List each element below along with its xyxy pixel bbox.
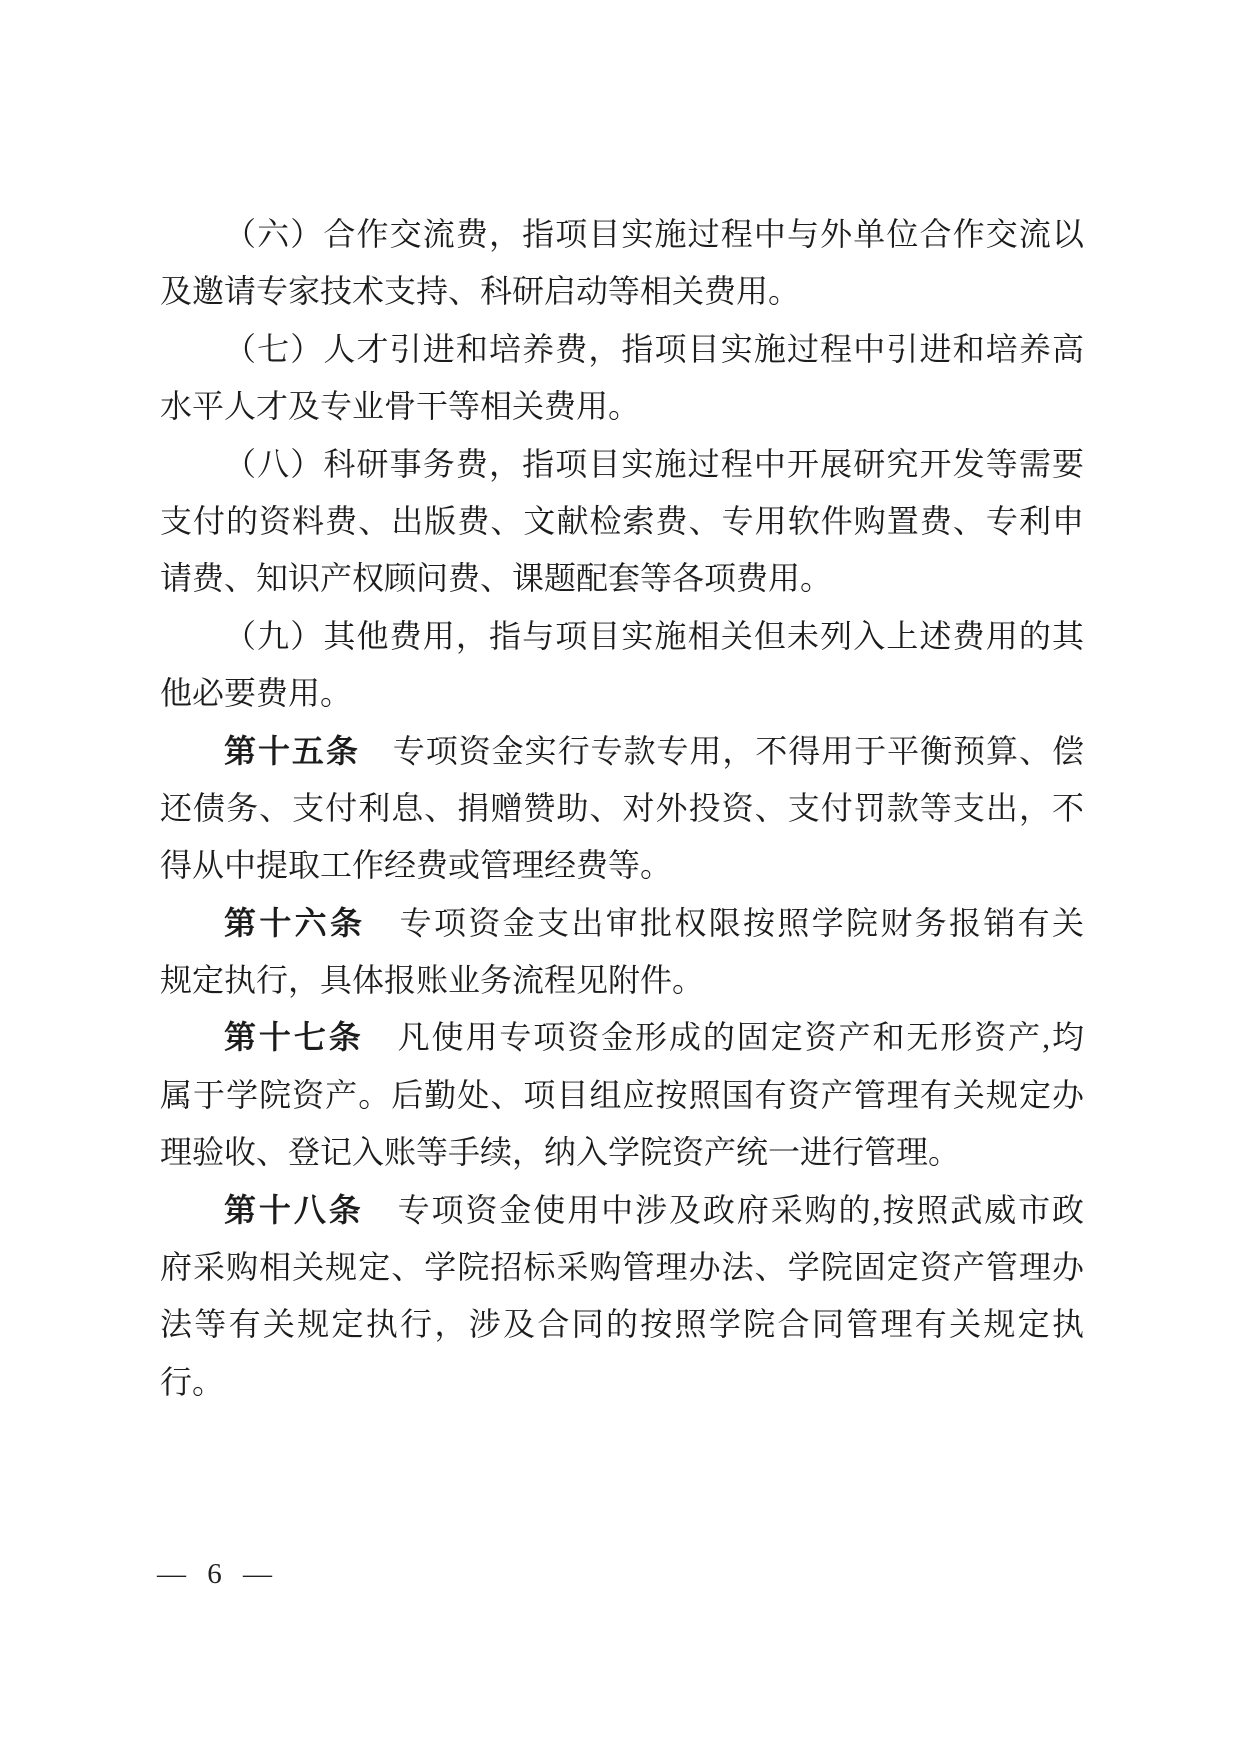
- text-line: 行。: [160, 1363, 225, 1400]
- text-line: 得从中提取工作经费或管理经费等。: [160, 847, 673, 884]
- article-number: 第十八条: [224, 1191, 364, 1228]
- page-number: — 6 —: [157, 1558, 274, 1590]
- document-body: [160, 206, 1084, 1411]
- text-line: （九）其他费用，指与项目实施相关但未列入上述费用的其: [224, 617, 1084, 654]
- text-line: （八）科研事务费，指项目实施过程中开展研究开发等需要: [224, 445, 1084, 482]
- text-line: 水平人才及专业骨干等相关费用。: [160, 388, 641, 425]
- text-line: 第十五条 专项资金实行专款专用，不得用于平衡预算、偿: [224, 732, 1084, 769]
- article-number: 第十五条: [224, 732, 360, 769]
- page-footer: [157, 1556, 274, 1592]
- text-line: 法等有关规定执行，涉及合同的按照学院合同管理有关规定执: [160, 1306, 1084, 1343]
- text-line: 第十七条 凡使用专项资金形成的固定资产和无形资产,均: [224, 1019, 1084, 1056]
- article-number: 第十七条: [224, 1019, 364, 1056]
- text-line: 理验收、登记入账等手续，纳入学院资产统一进行管理。: [160, 1134, 961, 1171]
- text-line: （六）合作交流费，指项目实施过程中与外单位合作交流以: [224, 216, 1084, 252]
- text-line: 属于学院资产。后勤处、项目组应按照国有资产管理有关规定办: [160, 1076, 1084, 1113]
- text-line: 还债务、支付利息、捐赠赞助、对外投资、支付罚款等支出，不: [160, 789, 1084, 826]
- text-line: 请费、知识产权顾问费、课题配套等各项费用。: [160, 560, 833, 597]
- text-line: （七）人才引进和培养费，指项目实施过程中引进和培养高: [224, 330, 1084, 367]
- text-line: 支付的资料费、出版费、文献检索费、专用软件购置费、专利申: [160, 502, 1084, 539]
- article-number: 第十六条: [224, 904, 366, 941]
- text-line: 规定执行，具体报账业务流程见附件。: [160, 962, 705, 999]
- text-line: 第十八条 专项资金使用中涉及政府采购的,按照武威市政: [224, 1191, 1084, 1228]
- text-line: 府采购相关规定、学院招标采购管理办法、学院固定资产管理办: [160, 1249, 1084, 1286]
- text-line: 他必要费用。: [160, 675, 353, 712]
- text-line: 及邀请专家技术支持、科研启动等相关费用。: [160, 273, 801, 310]
- text-line: 第十六条 专项资金支出审批权限按照学院财务报销有关: [224, 904, 1084, 941]
